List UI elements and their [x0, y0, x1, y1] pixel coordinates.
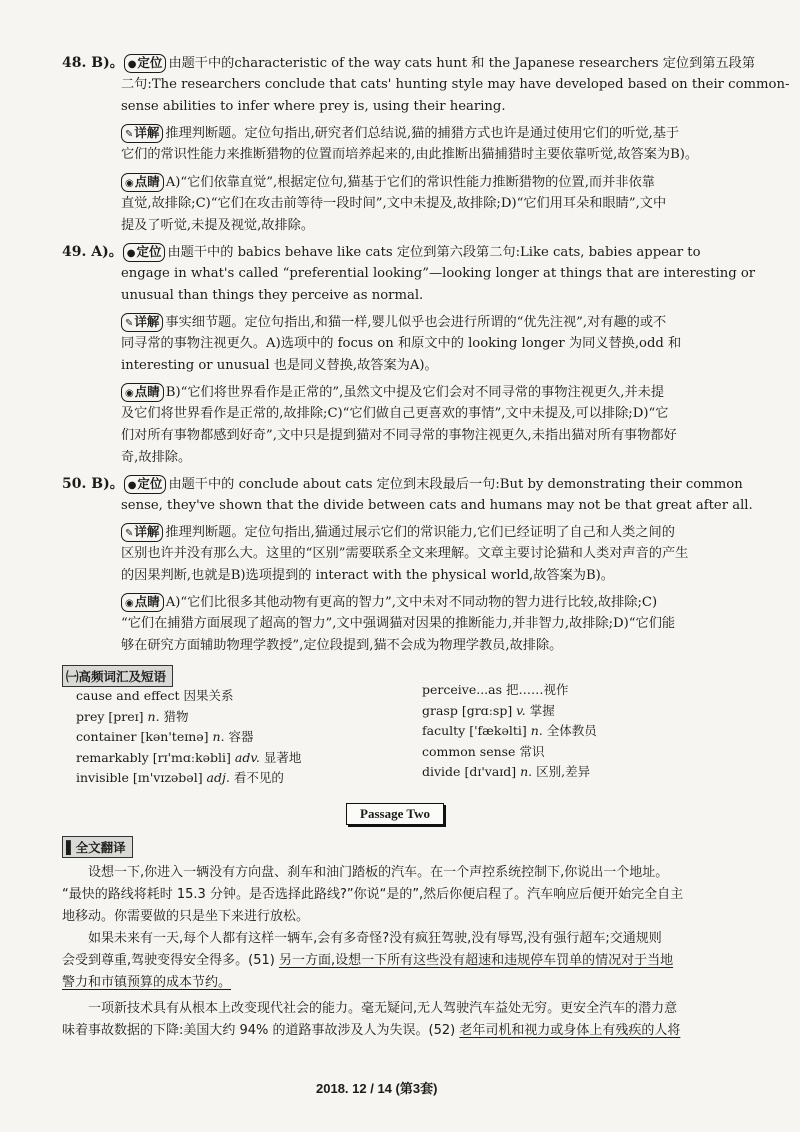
q48-number: 48. B)。 [62, 55, 124, 71]
trans-line-2: “最快的路线将耗时 15.3 分钟。是否选择此路线?”你说“是的”,然后你便启程了。汽车响应后便开始完全自主 [62, 887, 684, 902]
q48-explain-tag: ✎详解 [121, 124, 163, 143]
q48-point-3: 提及了听觉,未提及视觉,故排除。 [121, 218, 315, 233]
q48-line-1 [62, 54, 755, 73]
q48-point-tag: ◉点睛 [121, 173, 164, 192]
trans-line-3: 地移动。你需要做的只是坐下来进行放松。 [62, 909, 310, 924]
trans-line-5: 会受到尊重,驾驶变得安全得多。(51) 另一方面,设想一下所有这些没有超速和违规停车罚单的情况对于当地 [62, 953, 674, 968]
q48-locate-tag: ●定位 [124, 54, 167, 73]
vocab-item [76, 769, 284, 787]
vocab-word: prey [76, 708, 105, 724]
q49-line-2: engage in what's called “preferential looking”—looking longer at things that are interesting or [121, 266, 756, 281]
q50-explain-tag: ✎详解 [121, 523, 163, 542]
vocab-word: perceive...as [422, 682, 503, 697]
bookmark-icon: ▌ [66, 840, 76, 855]
vocab-phonetic: [ɪn'vɪzəbəl] [128, 770, 203, 785]
q49-explain-tag: ✎详解 [121, 313, 163, 332]
vocab-item [76, 749, 301, 767]
pen-icon: ✎ [125, 318, 134, 329]
vocab-word: cause and effect [76, 688, 180, 703]
vocab-phonetic: [grɑːsp] [457, 702, 513, 718]
vocab-part-of-speech: n. [516, 764, 533, 779]
vocab-item [422, 722, 597, 740]
vocab-phonetic: ['fækəlti] [465, 723, 527, 738]
q50-locate-tag: ●定位 [124, 475, 167, 494]
vocab-item [76, 708, 189, 726]
vocab-word: invisible [76, 770, 129, 785]
q48-locate-text-1: 由题干中的characteristic of the way cats hunt 和 the Japanese researchers 定位到第五段第 [168, 56, 756, 71]
q49-point-2: 及它们将世界看作是正常的,故排除;C)“它们做自己更喜欢的事情”,文中未提及,可以排除;D)“它 [121, 406, 669, 421]
vocab-phonetic: [dɪ'vaɪd] [460, 764, 517, 779]
q50-line-2: sense, they've shown that the divide between cats and humans may not be that great after all. [121, 498, 753, 513]
q50-point-1: ◉点睛 A)“它们比很多其他动物有更高的智力”,文中未对不同动物的智力进行比较,故排除;C) [121, 593, 657, 612]
vocab-phonetic: [preɪ] [104, 708, 144, 724]
vocab-word: common sense [422, 743, 516, 759]
eye-icon: ◉ [125, 388, 134, 399]
q48-line-2: 二句:The researchers conclude that cats' hunting style may have developed based on their common- [121, 77, 790, 92]
vocab-item [76, 728, 254, 746]
vocab-word: container [76, 729, 137, 744]
q49-point-3: 们对所有事物都感到好奇”,文中只是提到猫对不同寻常的事物注视更久,未指出猫对所有事物都好 [121, 428, 677, 443]
vocab-meaning: 把……视作 [502, 682, 569, 697]
q48-point-2: 直觉,故排除;C)“它们在攻击前等待一段时间”,文中未提及,故排除;D)“它们用耳朵和眼睛”,文中 [121, 196, 667, 211]
q49-point-1: ◉点睛 B)“它们将世界看作是正常的”,虽然文中提及它们会对不同寻常的事物注视更久,并未提 [121, 383, 664, 402]
q50-point-3: 够在研究方面辅助物理学教授”,定位段提到,猫不会成为物理学教员,故排除。 [121, 638, 563, 653]
trans-line-6: 警力和市镇预算的成本节约。 [62, 975, 232, 990]
vocab-part-of-speech: n. [208, 729, 225, 744]
vocab-meaning: 显著地 [259, 749, 302, 765]
pin-icon: ● [126, 248, 136, 259]
trans-line-4: 如果未来有一天,每个人都有这样一辆车,会有多奇怪?没有疯狂驾驶,没有辱骂,没有强行超车;交通规则 [88, 931, 662, 946]
trans-line-1: 设想一下,你进入一辆没有方向盘、刹车和油门踏板的汽车。在一个声控系统控制下,你说出一个地址。 [88, 865, 669, 880]
q50-explain-1: ✎详解 推理判断题。定位句指出,猫通过展示它们的常识能力,它们已经证明了自己和人类之间的 [121, 523, 675, 542]
translation-section-title: ▌全文翻译 [62, 836, 133, 858]
q49-number: 49. A)。 [62, 244, 123, 260]
vocab-part-of-speech: n. [143, 708, 160, 724]
vocab-meaning: 猎物 [159, 708, 189, 724]
q50-number: 50. B)。 [62, 476, 124, 492]
vocab-part-of-speech: n. [526, 723, 543, 738]
q50-point-tag: ◉点睛 [121, 593, 164, 612]
vocab-meaning: 因果关系 [179, 688, 234, 703]
q50-line-1: 50. B)。 ●定位 由题干中的 conclude about cats 定位到末段最后一句:But by demonstrating their common [62, 476, 743, 492]
answer-51-underline: 另一方面,设想一下所有这些没有超速和违规停车罚单的情况对于当地 [278, 953, 674, 968]
q48-line-3: sense abilities to infer where prey is, using their hearing. [121, 99, 506, 114]
q49-explain-2: 同寻常的事物注视更久。A)选项中的 focus on 和原文中的 looking longer 为同义替换,odd 和 [121, 336, 682, 351]
passage-two-title: Passage Two [346, 803, 444, 825]
vocab-meaning: 区别,差异 [532, 764, 591, 779]
vocab-word: remarkably [76, 749, 149, 765]
answer-52-underline: 老年司机和视力或身体上有残疾的人将 [459, 1023, 681, 1038]
q50-explain-2: 区别也许并没有那么大。这里的“区别”需要联系全文来理解。文章主要讨论猫和人类对声音的产生 [121, 546, 689, 561]
vocab-meaning: 看不见的 [229, 770, 284, 785]
eye-icon: ◉ [125, 178, 134, 189]
vocab-part-of-speech: adj. [202, 770, 230, 785]
q49-locate-tag: ●定位 [123, 243, 166, 262]
pin-icon: ● [127, 480, 137, 491]
eye-icon: ◉ [125, 598, 134, 609]
q48-explain-2: 它们的常识性能力来推断猎物的位置而培养起来的,由此推断出猫捕猎时主要依靠听觉,故答案为B)。 [121, 147, 699, 162]
q49-line-1: 49. A)。 ●定位 由题干中的 babics behave like cats 定位到第六段第二句:Like cats, babies appear to [62, 244, 701, 260]
q49-point-tag: ◉点睛 [121, 383, 164, 402]
vocab-item [422, 702, 555, 720]
q49-point-4: 奇,故排除。 [121, 450, 192, 465]
q50-explain-3: 的因果判断,也就是B)选项提到的 interact with the physical world,故答案为B)。 [121, 568, 614, 583]
trans-line-8: 味着事故数据的下降:美国大约 94% 的道路事故涉及人为失误。(52) 老年司机和视力或身体上有残疾的人将 [62, 1023, 681, 1038]
vocab-item [76, 687, 233, 705]
vocab-meaning: 容器 [224, 729, 254, 744]
q48-point-1: ◉点睛 A)“它们依靠直觉”,根据定位句,猫基于它们的常识性能力推断猎物的位置,而并非依靠 [121, 173, 655, 192]
vocab-phonetic: [kən'teɪnə] [136, 729, 209, 744]
vocab-word: divide [422, 764, 461, 779]
vocab-part-of-speech: v. [512, 702, 526, 718]
pen-icon: ✎ [125, 129, 134, 140]
vocab-meaning: 掌握 [525, 702, 555, 718]
q49-line-3: unusual than things they perceive as normal. [121, 288, 424, 303]
page-footer: 2018. 12 / 14 (第3套) [316, 1081, 438, 1096]
q50-point-2: “它们在捕猎方面展现了超高的智力”,文中强调猫对因果的推断能力,并非智力,故排除;D)“它们能 [121, 616, 676, 631]
vocab-word: faculty [422, 723, 466, 738]
pin-icon: ● [127, 59, 137, 70]
vocab-item [422, 681, 569, 699]
q48-explain-1: ✎详解 推理判断题。定位句指出,研究者们总结说,猫的捕猎方式也许是通过使用它们的听觉,基于 [121, 124, 679, 143]
q49-explain-3: interesting or unusual 也是同义替换,故答案为A)。 [121, 358, 438, 373]
vocab-meaning: 全体教员 [542, 723, 597, 738]
vocab-item [422, 743, 544, 761]
pen-icon: ✎ [125, 528, 134, 539]
vocab-word: grasp [422, 702, 458, 718]
vocab-phonetic: [rɪ'mɑːkəbli] [148, 749, 231, 765]
trans-line-7: 一项新技术具有从根本上改变现代社会的能力。毫无疑问,无人驾驶汽车益处无穷。更安全汽车的潜力意 [88, 1001, 678, 1016]
q49-explain-1: ✎详解 事实细节题。定位句指出,和猫一样,婴儿似乎也会进行所谓的“优先注视”,对有趣的或不 [121, 313, 666, 332]
vocab-part-of-speech: adv. [230, 749, 260, 765]
vocab-section-title: ㈠高频词汇及短语 [62, 665, 173, 687]
vocab-item [422, 763, 590, 781]
vocab-meaning: 常识 [515, 743, 545, 759]
